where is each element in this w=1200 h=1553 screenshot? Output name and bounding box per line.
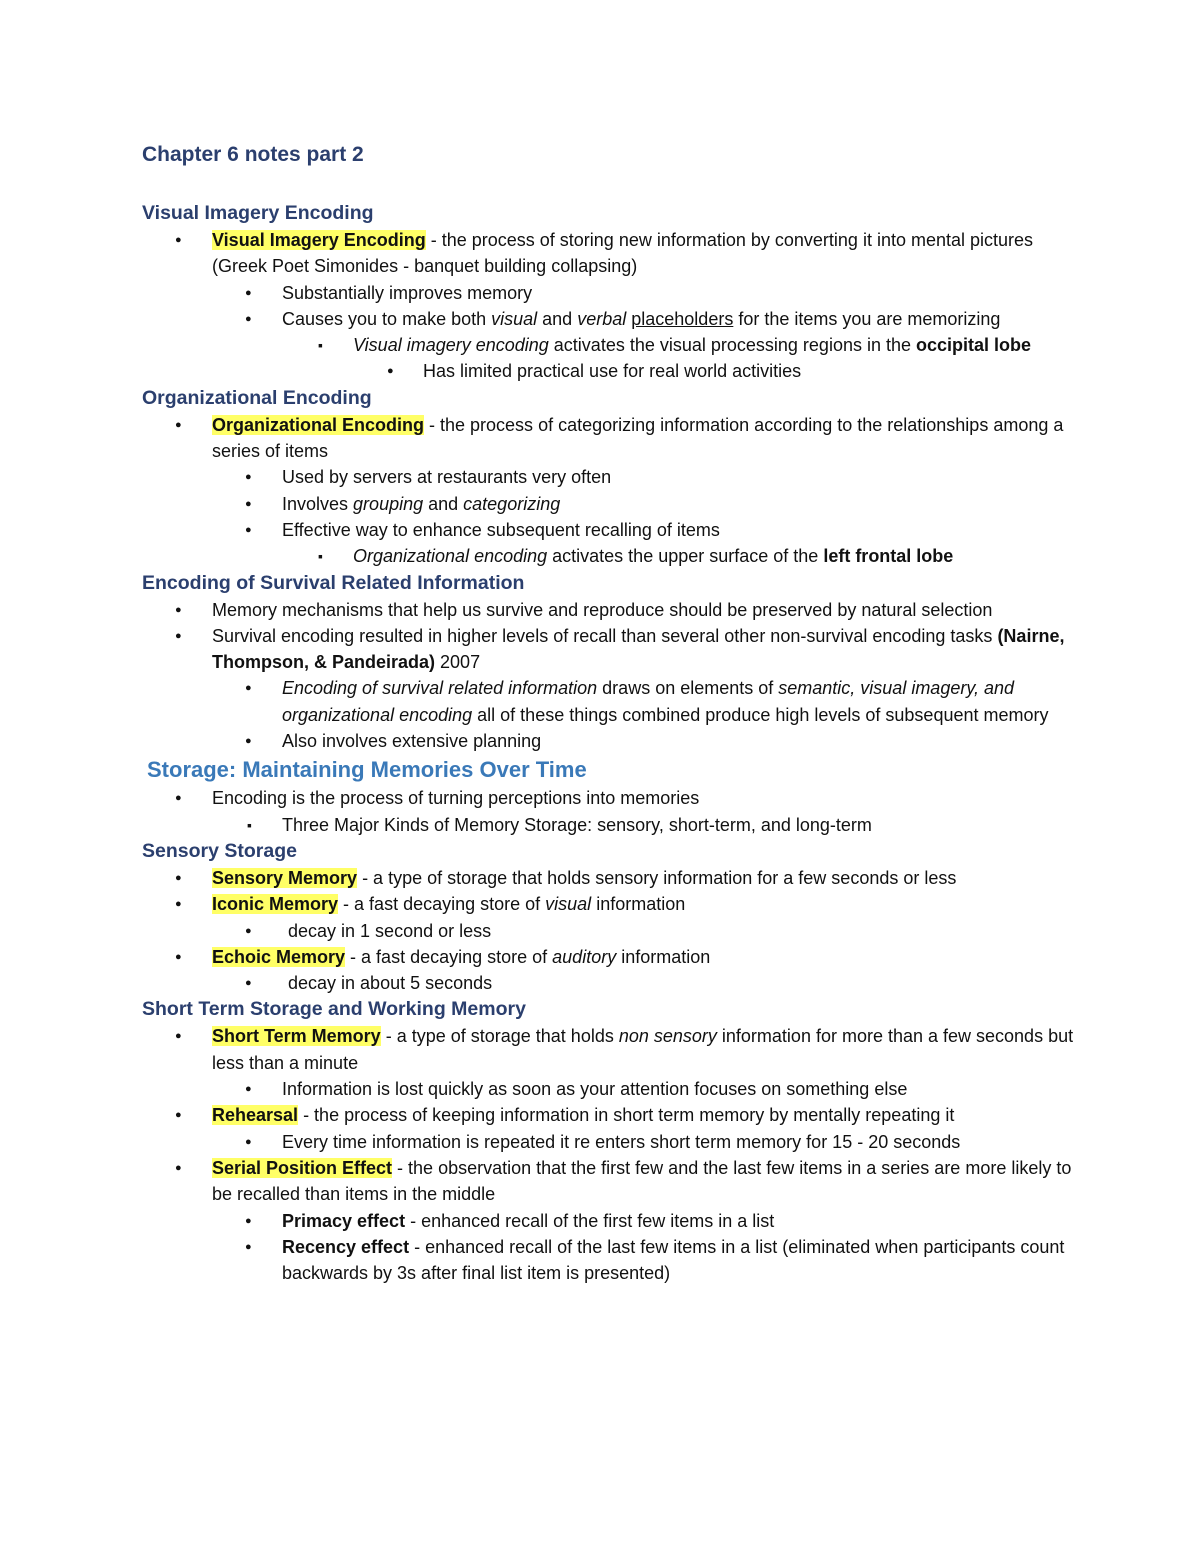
list-text: Every time information is repeated it re enters short term memory for 15 - 20 seconds	[282, 1131, 961, 1152]
list-item	[142, 785, 1082, 811]
key-term: Sensory Memory	[212, 867, 358, 888]
list-text: Substantially improves memory	[282, 282, 533, 303]
italic-text: auditory	[552, 946, 617, 967]
list-item	[142, 944, 1082, 970]
section-heading-sensory: Sensory Storage	[142, 839, 297, 862]
section-heading-short-term: Short Term Storage and Working Memory	[142, 998, 526, 1021]
section-list	[142, 412, 1082, 570]
definition-text: information	[616, 946, 711, 967]
definition-text: information	[591, 894, 686, 915]
italic-text: Encoding of survival related information	[282, 678, 598, 699]
list-item	[142, 891, 1082, 917]
key-term: Visual Imagery Encoding	[212, 230, 426, 250]
key-term: Iconic Memory	[212, 894, 339, 915]
bold-text: occipital lobe	[916, 335, 1032, 356]
list-item	[142, 865, 1082, 891]
definition-text: - the process of categorizing information according to the relationships among a series of items	[212, 414, 1064, 462]
list-item	[142, 280, 1082, 306]
italic-text: Organizational encoding	[353, 546, 548, 567]
list-text: decay in about 5 seconds	[288, 973, 493, 994]
list-item	[142, 812, 1082, 838]
key-term: Organizational Encoding	[212, 414, 425, 435]
section-heading-storage: Storage: Maintaining Memories Over Time	[147, 757, 587, 783]
list-item	[142, 728, 1082, 754]
section-list	[142, 227, 1082, 385]
bold-text: (Nairne, Thompson, & Pandeirada)	[212, 625, 1065, 673]
list-text: - enhanced recall of the last few items in a list (eliminated when participants count backwards by 3s after final list item is presented)	[282, 1236, 1065, 1284]
italic-text: grouping	[353, 493, 424, 514]
underlined-text: placeholders	[631, 308, 734, 329]
list-item	[142, 1129, 1082, 1155]
list-item	[142, 1076, 1082, 1102]
definition-text: - the process of keeping information in short term memory by mentally repeating it	[298, 1105, 955, 1126]
italic-text: categorizing	[463, 493, 561, 514]
list-item	[142, 543, 1082, 569]
list-text: Involves	[282, 493, 354, 514]
italic-text: non sensory	[618, 1026, 717, 1047]
list-item	[142, 464, 1082, 490]
key-term: Echoic Memory	[212, 946, 346, 967]
list-text: Information is lost quickly as soon as your attention focuses on something else	[282, 1079, 908, 1100]
list-item	[142, 918, 1082, 944]
italic-text: semantic, visual imagery, and organizational encoding	[282, 678, 1015, 725]
definition-text: - a fast decaying store of	[338, 894, 546, 915]
list-item	[142, 332, 1082, 358]
list-text: and	[537, 308, 578, 329]
list-item	[142, 597, 1082, 623]
list-text: Used by servers at restaurants very often	[282, 467, 612, 488]
list-item	[142, 623, 1082, 676]
list-item	[142, 1102, 1082, 1128]
list-text: Encoding is the process of turning perceptions into memories	[212, 788, 700, 809]
list-text: activates the visual processing regions in the	[548, 335, 916, 356]
section-heading-organizational: Organizational Encoding	[142, 386, 372, 409]
list-text: 2007	[435, 652, 481, 673]
list-text: Memory mechanisms that help us survive and reproduce should be preserved by natural selection	[212, 599, 993, 620]
section-list	[142, 865, 1082, 996]
list-text: Has limited practical use for real world activities	[423, 361, 802, 382]
section-list	[142, 785, 1082, 838]
definition-text: - a type of storage that holds	[380, 1026, 619, 1047]
list-text: Survival encoding resulted in higher levels of recall than several other non-survival encoding tasks	[212, 625, 998, 646]
section-heading-survival: Encoding of Survival Related Information	[142, 571, 525, 594]
list-item	[142, 517, 1082, 543]
list-item	[142, 1234, 1082, 1287]
list-text: Three Major Kinds of Memory Storage: sensory, short-term, and long-term	[282, 814, 872, 835]
list-item	[142, 358, 1082, 384]
definition-text: - a fast decaying store of	[345, 946, 553, 967]
italic-text: visual	[545, 894, 592, 915]
list-text: for the items you are memorizing	[733, 308, 1001, 329]
list-text: decay in 1 second or less	[288, 920, 492, 941]
italic-text: visual	[491, 308, 538, 329]
bold-text: Primacy effect	[282, 1210, 406, 1231]
list-text: - enhanced recall of the first few items in a list	[405, 1210, 775, 1231]
list-text: all of these things combined produce high levels of subsequent memory	[472, 704, 1049, 725]
list-text: draws on elements of	[597, 678, 779, 699]
definition-text: - the observation that the first few and the last few items in a series are more likely to be recalled than items in the middle	[212, 1157, 1072, 1205]
list-item	[142, 306, 1082, 332]
bold-text: Recency effect	[282, 1236, 410, 1257]
page-title: Chapter 6 notes part 2	[142, 143, 364, 166]
list-item	[142, 227, 1082, 280]
list-text: activates the upper surface of the	[547, 546, 824, 567]
list-item	[142, 1023, 1082, 1076]
definition-text: - the process of storing new information by converting it into mental pictures (Greek Poet Simonides - banquet building collapsing)	[212, 230, 1034, 277]
section-list	[142, 1023, 1082, 1286]
list-item	[142, 1208, 1082, 1234]
list-item	[142, 970, 1082, 996]
list-item	[142, 491, 1082, 517]
document-body	[142, 200, 1082, 1286]
key-term: Serial Position Effect	[212, 1157, 393, 1178]
definition-text: - a type of storage that holds sensory information for a few seconds or less	[357, 867, 957, 888]
bold-text: left frontal lobe	[823, 546, 954, 567]
list-text: Effective way to enhance subsequent recalling of items	[282, 519, 720, 540]
definition-text: information for more than a few seconds but less than a minute	[212, 1026, 1074, 1073]
list-text: Also involves extensive planning	[282, 731, 542, 752]
list-text: and	[423, 493, 464, 514]
italic-text: Visual imagery encoding	[353, 335, 549, 356]
section-heading-visual-imagery: Visual Imagery Encoding	[142, 202, 374, 224]
list-item	[142, 1155, 1082, 1208]
italic-text: verbal	[577, 308, 627, 329]
list-item	[142, 675, 1082, 728]
list-text: Causes you to make both	[282, 308, 492, 329]
key-term: Rehearsal	[212, 1105, 299, 1126]
section-list	[142, 597, 1082, 755]
list-item	[142, 412, 1082, 465]
key-term: Short Term Memory	[212, 1026, 381, 1047]
